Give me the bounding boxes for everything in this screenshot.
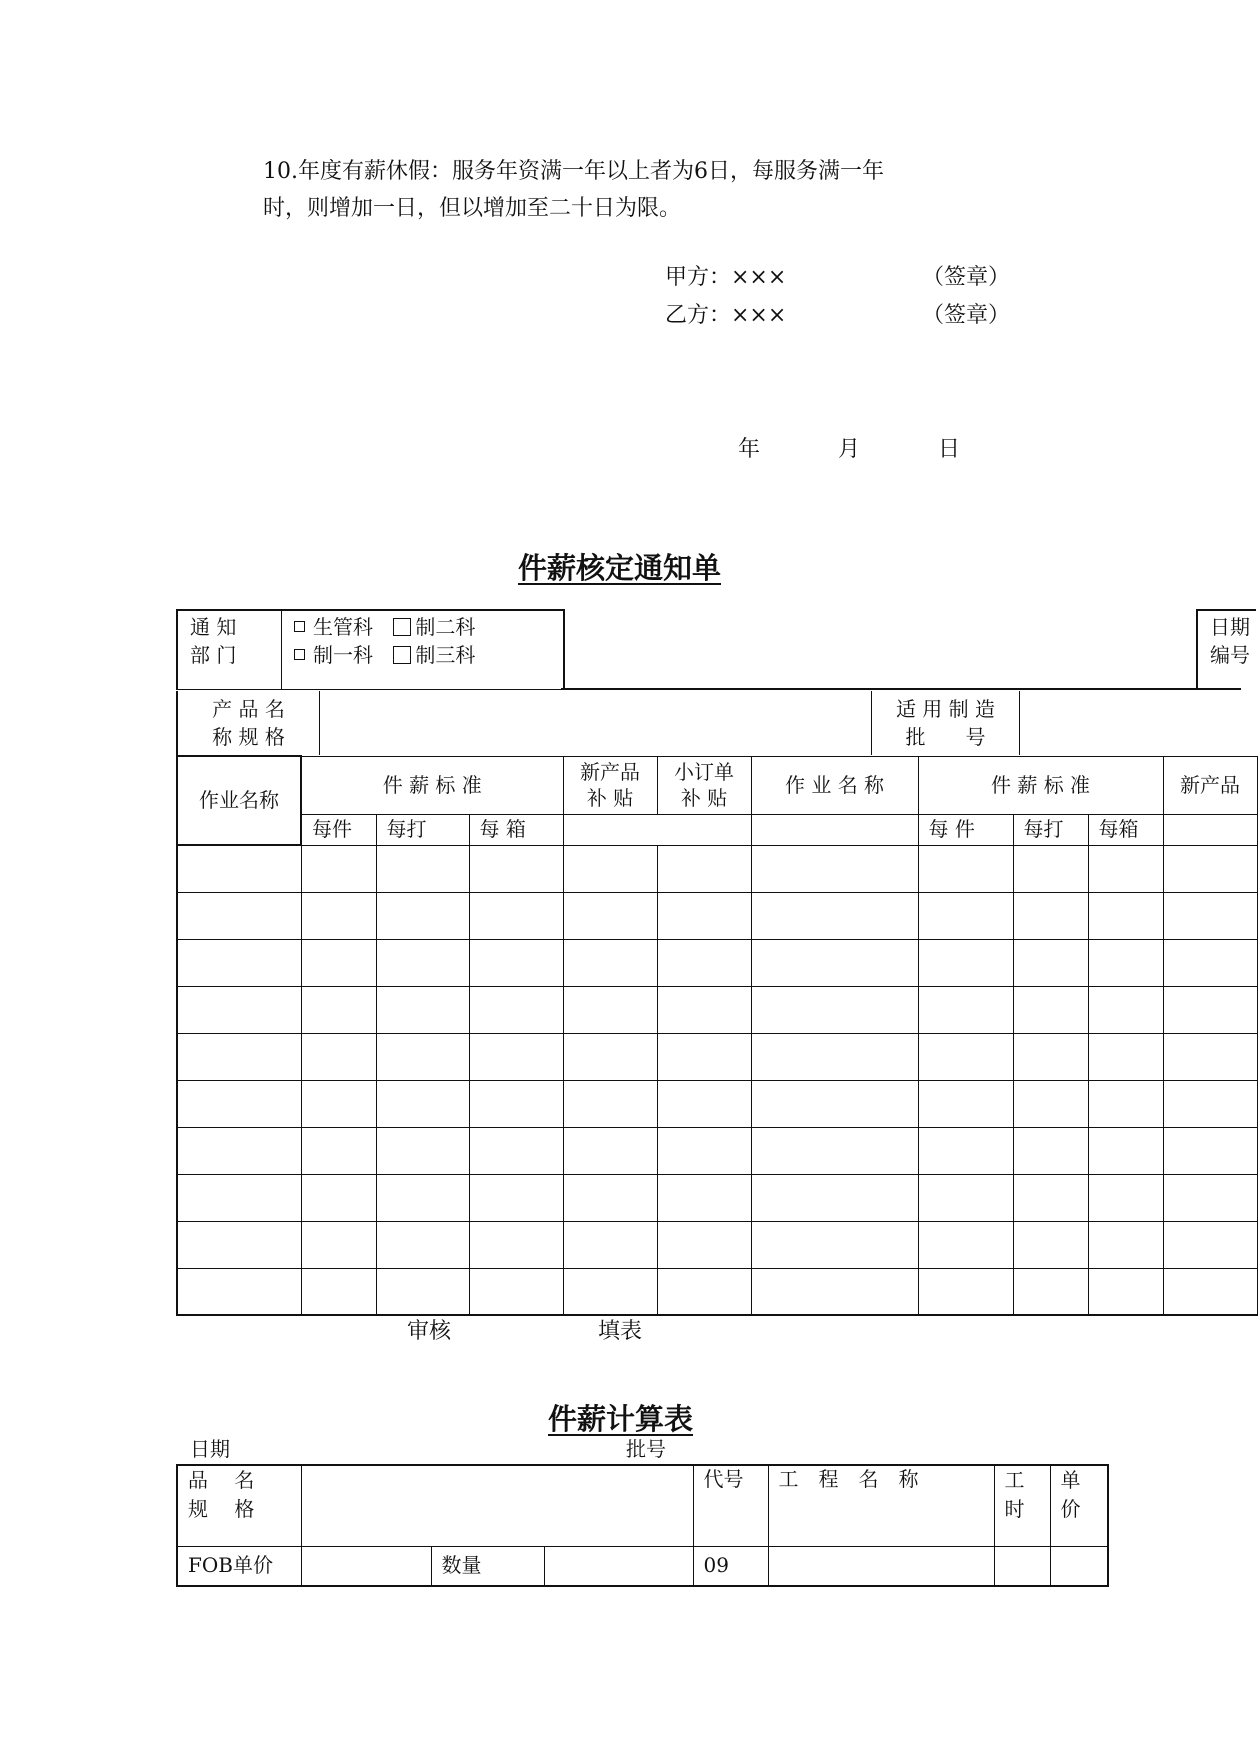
product-name-field[interactable] bbox=[321, 691, 872, 755]
calc-unit-price-label-1: 单 bbox=[1060, 1468, 1081, 1492]
notice-grid-cell[interactable] bbox=[657, 892, 751, 939]
party-b-label: 乙方：××× bbox=[665, 303, 787, 328]
notice-grid-cell[interactable] bbox=[1013, 1080, 1088, 1127]
notice-grid-row bbox=[177, 1268, 1257, 1315]
notice-grid-row bbox=[177, 892, 1257, 939]
calc-product-label-2: 规 格 bbox=[188, 1497, 255, 1521]
notice-grid-cell[interactable] bbox=[1088, 1033, 1163, 1080]
calc-hours-label-1: 工 bbox=[1004, 1468, 1025, 1492]
notice-grid-cell[interactable] bbox=[177, 1033, 301, 1080]
notice-grid-cell[interactable] bbox=[918, 1268, 1013, 1315]
notice-grid-cell[interactable] bbox=[177, 1174, 301, 1221]
col-new-product-line-1: 新产品 bbox=[580, 760, 641, 784]
notice-grid-cell[interactable] bbox=[1013, 845, 1088, 892]
notice-grid-cell[interactable] bbox=[469, 1033, 563, 1080]
notice-grid-cell[interactable] bbox=[376, 986, 469, 1033]
notice-grid-cell[interactable] bbox=[1163, 845, 1257, 892]
calc-qty-label: 数量 bbox=[431, 1546, 544, 1586]
notice-grid-cell[interactable] bbox=[177, 939, 301, 986]
notice-grid-cell[interactable] bbox=[376, 1221, 469, 1268]
header-connector-line bbox=[561, 688, 1241, 690]
notice-grid-cell[interactable] bbox=[657, 845, 751, 892]
dept-checkbox-production[interactable] bbox=[294, 621, 305, 632]
intro-line-1: 10.年度有薪休假：服务年资满一年以上者为6日，每服务满一年 bbox=[263, 159, 884, 184]
notice-grid-cell[interactable] bbox=[1163, 1221, 1257, 1268]
notice-grid-cell[interactable] bbox=[1163, 1080, 1257, 1127]
notice-grid-cell[interactable] bbox=[751, 1033, 918, 1080]
calc-process-name-label: 工 程 名 称 bbox=[768, 1465, 994, 1546]
col-small-order-line-2: 补 贴 bbox=[680, 786, 728, 810]
intro-line-2: 时，则增加一日，但以增加至二十日为限。 bbox=[263, 196, 682, 221]
notice-grid-cell[interactable] bbox=[657, 1268, 751, 1315]
notice-grid-cell[interactable] bbox=[469, 1174, 563, 1221]
notice-grid-cell[interactable] bbox=[1163, 939, 1257, 986]
batch-label-2: 批 号 bbox=[905, 725, 986, 749]
notice-grid-cell[interactable] bbox=[469, 892, 563, 939]
notice-grid-cell[interactable] bbox=[177, 1221, 301, 1268]
col-piece-standard: 件 薪 标 准 bbox=[301, 756, 563, 814]
notice-grid-cell[interactable] bbox=[918, 845, 1013, 892]
notice-form-header bbox=[176, 609, 1250, 691]
day-label: 日 bbox=[938, 437, 961, 462]
col-small-order bbox=[657, 756, 751, 814]
col-job-name: 作业名称 bbox=[177, 756, 301, 845]
right-number-label: 编号 bbox=[1210, 643, 1250, 667]
sub-per-dozen: 每打 bbox=[376, 814, 469, 845]
dept-checkbox-mfg-2[interactable] bbox=[393, 618, 411, 636]
sub-per-box: 每 箱 bbox=[469, 814, 563, 845]
notice-grid-cell[interactable] bbox=[657, 939, 751, 986]
notice-grid-cell[interactable] bbox=[1088, 1174, 1163, 1221]
notice-grid-cell[interactable] bbox=[177, 1268, 301, 1315]
sub-per-piece: 每件 bbox=[301, 814, 376, 845]
calc-product-label-1: 品 名 bbox=[188, 1468, 255, 1492]
notice-grid-cell[interactable] bbox=[469, 1268, 563, 1315]
notice-grid-cell[interactable] bbox=[301, 1080, 376, 1127]
col-new-product-line-2: 补 贴 bbox=[586, 786, 634, 810]
notice-grid-cell[interactable] bbox=[301, 986, 376, 1033]
notice-grid-cell[interactable] bbox=[563, 1221, 657, 1268]
notice-grid-cell[interactable] bbox=[469, 845, 563, 892]
year-label: 年 bbox=[738, 437, 761, 462]
calc-code-label: 代号 bbox=[693, 1465, 768, 1546]
notice-grid-cell[interactable] bbox=[751, 1080, 918, 1127]
calc-date-label: 日期 bbox=[190, 1437, 230, 1461]
party-a-label: 甲方：××× bbox=[665, 265, 787, 290]
calc-batch-label: 批号 bbox=[626, 1437, 666, 1461]
calc-unit-price-label bbox=[1050, 1465, 1108, 1546]
calc-fob-field[interactable] bbox=[301, 1546, 431, 1586]
notice-grid-cell[interactable] bbox=[1013, 1268, 1088, 1315]
notice-grid-cell[interactable] bbox=[301, 1221, 376, 1268]
notice-grid-cell[interactable] bbox=[563, 1174, 657, 1221]
notice-grid-cell[interactable] bbox=[301, 939, 376, 986]
notice-grid-cell[interactable] bbox=[1163, 1174, 1257, 1221]
notice-grid-cell[interactable] bbox=[301, 892, 376, 939]
notice-grid-cell[interactable] bbox=[1088, 1221, 1163, 1268]
notice-grid bbox=[176, 755, 1258, 1316]
notice-grid-cell[interactable] bbox=[376, 845, 469, 892]
notice-grid-cell[interactable] bbox=[657, 1127, 751, 1174]
notice-grid-cell[interactable] bbox=[376, 1080, 469, 1127]
col-piece-standard-right: 件 薪 标 准 bbox=[918, 756, 1163, 814]
dept-production: 生管科 bbox=[313, 615, 373, 639]
notice-grid-cell[interactable] bbox=[1088, 986, 1163, 1033]
notice-grid-cell[interactable] bbox=[1163, 986, 1257, 1033]
notice-grid-cell[interactable] bbox=[469, 1221, 563, 1268]
notice-grid-cell[interactable] bbox=[1013, 1174, 1088, 1221]
col-small-order-line-1: 小订单 bbox=[674, 760, 735, 784]
notice-grid-row bbox=[177, 1174, 1257, 1221]
calc-grid bbox=[176, 1464, 1109, 1587]
notice-grid-cell[interactable] bbox=[563, 845, 657, 892]
notice-grid-row bbox=[177, 1033, 1257, 1080]
notice-grid-cell[interactable] bbox=[918, 986, 1013, 1033]
notice-grid-cell[interactable] bbox=[657, 1221, 751, 1268]
batch-field[interactable] bbox=[1021, 691, 1243, 755]
calc-unit-price-label-2: 价 bbox=[1060, 1497, 1081, 1521]
calc-product-label bbox=[177, 1465, 301, 1546]
notify-dept-label-2: 部 门 bbox=[190, 643, 237, 667]
notify-dept-label-1: 通 知 bbox=[190, 615, 237, 639]
product-row bbox=[176, 691, 1243, 755]
right-date-label: 日期 bbox=[1210, 615, 1250, 639]
sub-blank-right bbox=[1163, 814, 1257, 845]
notice-grid-cell[interactable] bbox=[1163, 1127, 1257, 1174]
col-job-name-right: 作 业 名 称 bbox=[751, 756, 918, 814]
notice-grid-cell[interactable] bbox=[177, 845, 301, 892]
notice-grid-cell[interactable] bbox=[563, 1268, 657, 1315]
notice-grid-cell[interactable] bbox=[1088, 1127, 1163, 1174]
dept-mfg-2: 制二科 bbox=[415, 615, 476, 639]
notice-grid-cell[interactable] bbox=[1163, 892, 1257, 939]
notice-grid-cell[interactable] bbox=[177, 892, 301, 939]
notice-grid-cell[interactable] bbox=[751, 986, 918, 1033]
notice-grid-cell[interactable] bbox=[1013, 1221, 1088, 1268]
notice-grid-cell[interactable] bbox=[1013, 892, 1088, 939]
col-new-product bbox=[563, 756, 657, 814]
notice-grid-cell[interactable] bbox=[1088, 892, 1163, 939]
party-b-stamp: （签章） bbox=[922, 303, 1011, 328]
notice-grid-cell[interactable] bbox=[751, 892, 918, 939]
notice-grid-cell[interactable] bbox=[1163, 1033, 1257, 1080]
notice-grid-cell[interactable] bbox=[376, 1127, 469, 1174]
notice-grid-cell[interactable] bbox=[301, 1033, 376, 1080]
notice-grid-cell[interactable] bbox=[469, 986, 563, 1033]
calc-process-field[interactable] bbox=[768, 1546, 994, 1586]
notice-grid-cell[interactable] bbox=[751, 939, 918, 986]
notify-dept-box bbox=[176, 609, 565, 690]
notice-grid-row bbox=[177, 1221, 1257, 1268]
notice-grid-cell[interactable] bbox=[657, 1174, 751, 1221]
notice-grid-cell[interactable] bbox=[751, 1221, 918, 1268]
notice-grid-cell[interactable] bbox=[469, 939, 563, 986]
notice-grid-cell[interactable] bbox=[657, 986, 751, 1033]
notice-grid-cell[interactable] bbox=[1088, 1080, 1163, 1127]
sub-per-dozen-right: 每打 bbox=[1013, 814, 1088, 845]
notice-grid-row bbox=[177, 939, 1257, 986]
notice-grid-cell[interactable] bbox=[1013, 986, 1088, 1033]
notice-grid-cell[interactable] bbox=[751, 1174, 918, 1221]
notice-grid-cell[interactable] bbox=[376, 1033, 469, 1080]
notice-grid-cell[interactable] bbox=[751, 1127, 918, 1174]
notice-grid-cell[interactable] bbox=[177, 986, 301, 1033]
col-new-product-right: 新产品 bbox=[1163, 756, 1257, 814]
notice-grid-cell[interactable] bbox=[751, 845, 918, 892]
notice-grid-row bbox=[177, 845, 1257, 892]
notice-grid-cell[interactable] bbox=[563, 986, 657, 1033]
sub-per-box-right: 每箱 bbox=[1088, 814, 1163, 845]
notice-grid-cell[interactable] bbox=[376, 1268, 469, 1315]
notice-grid-cell[interactable] bbox=[376, 892, 469, 939]
month-label: 月 bbox=[838, 437, 861, 462]
notice-grid-cell[interactable] bbox=[918, 1033, 1013, 1080]
calc-hours-field[interactable] bbox=[994, 1546, 1050, 1586]
notice-grid-cell[interactable] bbox=[1013, 1033, 1088, 1080]
product-label-2: 称 规 格 bbox=[212, 725, 285, 749]
notice-grid-cell[interactable] bbox=[301, 845, 376, 892]
notice-grid-cell[interactable] bbox=[918, 1221, 1013, 1268]
notice-grid-row bbox=[177, 1127, 1257, 1174]
notice-grid-cell[interactable] bbox=[177, 1080, 301, 1127]
batch-label-1: 适 用 制 造 bbox=[895, 697, 996, 721]
notice-grid-cell[interactable] bbox=[563, 939, 657, 986]
notice-grid-cell[interactable] bbox=[1088, 845, 1163, 892]
dept-checkbox-mfg-1[interactable] bbox=[294, 649, 305, 660]
sub-blank-job bbox=[751, 814, 918, 845]
notice-grid-cell[interactable] bbox=[657, 1033, 751, 1080]
notice-grid-cell[interactable] bbox=[563, 1080, 657, 1127]
notice-grid-row bbox=[177, 986, 1257, 1033]
notice-grid-row bbox=[177, 1080, 1257, 1127]
date-number-box bbox=[1196, 609, 1256, 688]
calc-product-field[interactable] bbox=[301, 1465, 693, 1546]
notice-grid-cell[interactable] bbox=[177, 1127, 301, 1174]
calc-hours-label-2: 时 bbox=[1004, 1497, 1025, 1521]
party-a-stamp: （签章） bbox=[922, 265, 1011, 290]
product-label-1: 产 品 名 bbox=[212, 697, 285, 721]
notice-grid-cell[interactable] bbox=[918, 939, 1013, 986]
notice-form-title: 件薪核定通知单 bbox=[518, 551, 722, 585]
notice-grid-cell[interactable] bbox=[376, 939, 469, 986]
calc-hours-label bbox=[994, 1465, 1050, 1546]
calc-fob-label: FOB单价 bbox=[177, 1546, 301, 1586]
calc-unit-price-field[interactable] bbox=[1050, 1546, 1108, 1586]
calc-code-value: 09 bbox=[693, 1546, 768, 1586]
notice-grid-cell[interactable] bbox=[563, 1033, 657, 1080]
notice-grid-cell[interactable] bbox=[1088, 1268, 1163, 1315]
notice-grid-cell[interactable] bbox=[1088, 939, 1163, 986]
dept-mfg-1: 制一科 bbox=[313, 643, 373, 667]
notice-grid-cell[interactable] bbox=[469, 1127, 563, 1174]
review-label: 审核 bbox=[407, 1319, 452, 1344]
fill-label: 填表 bbox=[598, 1319, 643, 1344]
notice-grid-cell[interactable] bbox=[469, 1080, 563, 1127]
notice-grid-body bbox=[177, 845, 1257, 1315]
notice-grid-cell[interactable] bbox=[918, 1127, 1013, 1174]
dept-checkbox-mfg-3[interactable] bbox=[393, 646, 411, 664]
notice-grid-cell[interactable] bbox=[563, 1127, 657, 1174]
notice-grid-cell[interactable] bbox=[1013, 939, 1088, 986]
sub-per-piece-right: 每 件 bbox=[918, 814, 1013, 845]
calc-qty-field[interactable] bbox=[544, 1546, 693, 1586]
dept-mfg-3: 制三科 bbox=[415, 643, 476, 667]
notice-grid-cell[interactable] bbox=[301, 1127, 376, 1174]
notice-grid-cell[interactable] bbox=[563, 892, 657, 939]
calc-form-title: 件薪计算表 bbox=[548, 1402, 694, 1436]
notice-grid-cell[interactable] bbox=[657, 1080, 751, 1127]
notice-grid-cell[interactable] bbox=[1163, 1268, 1257, 1315]
notice-grid-cell[interactable] bbox=[751, 1268, 918, 1315]
notice-grid-cell[interactable] bbox=[918, 1174, 1013, 1221]
notice-grid-cell[interactable] bbox=[376, 1174, 469, 1221]
notice-grid-cell[interactable] bbox=[301, 1174, 376, 1221]
intro-paragraph bbox=[263, 153, 1023, 227]
notice-grid-cell[interactable] bbox=[301, 1268, 376, 1315]
sub-blank-subsidy bbox=[563, 814, 751, 845]
notice-grid-cell[interactable] bbox=[1013, 1127, 1088, 1174]
notice-grid-cell[interactable] bbox=[918, 892, 1013, 939]
notice-grid-cell[interactable] bbox=[918, 1080, 1013, 1127]
